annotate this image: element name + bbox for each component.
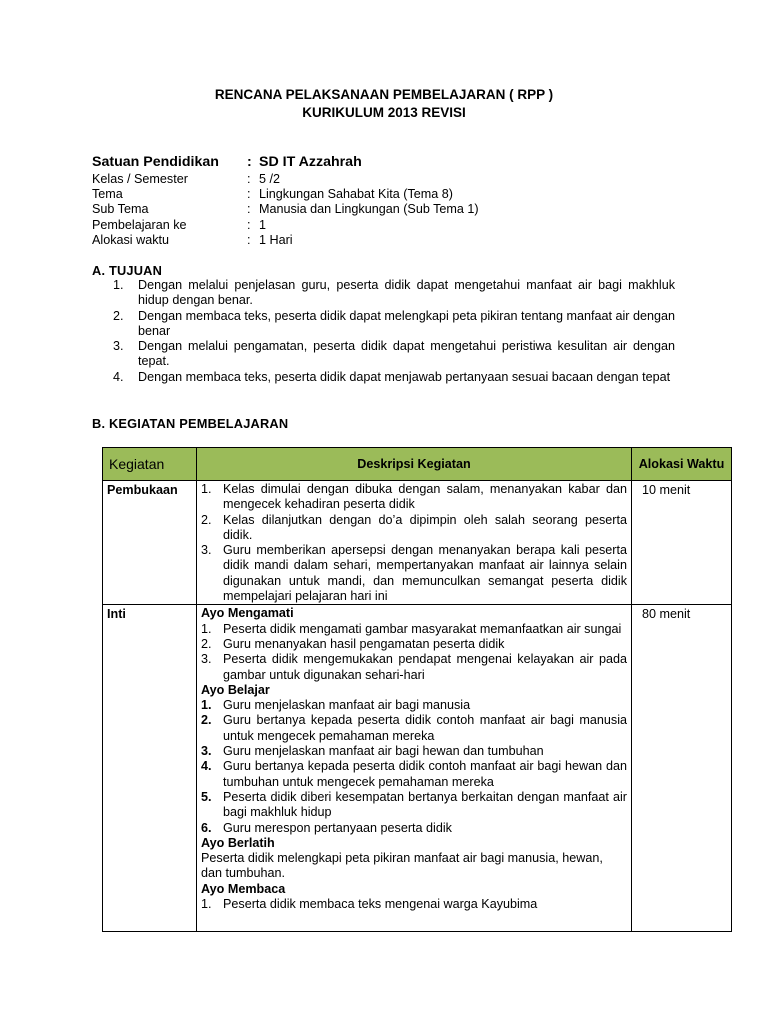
- item-text: Guru bertanya kepada peserta didik contoh manfaat air bagi manusia untuk mengecek pemahaman mereka: [223, 713, 627, 743]
- subheading-ayo-membaca: Ayo Membaca: [201, 881, 286, 896]
- meta-row-sub-tema: [92, 202, 692, 217]
- item-number: 1.: [201, 698, 212, 713]
- header-deskripsi: Deskripsi Kegiatan: [197, 448, 632, 481]
- item-text: Peserta didik diberi kesempatan bertanya berkaitan dengan manfaat air bagi makhluk hidup: [223, 789, 627, 820]
- inti-content: [201, 606, 627, 931]
- meta-colon: :: [247, 154, 252, 170]
- meta-value: 1: [259, 217, 267, 232]
- activity-table: [102, 447, 732, 932]
- meta-key: Sub Tema: [92, 202, 149, 217]
- list-item: [201, 622, 627, 637]
- item-number: 2.: [113, 308, 124, 323]
- header-kegiatan: Kegiatan: [103, 448, 197, 481]
- meta-row-satuan-pendidikan: [92, 152, 692, 172]
- item-number: 3.: [113, 339, 124, 354]
- item-text: Peserta didik mengamati gambar masyarakat memanfaatkan air sungai: [223, 621, 622, 636]
- item-text: Guru memberikan apersepsi dengan menanyakan berapa kali peserta didik mandi dalam sehari, mempertanyakan manfaat air lainnya selain digunakan untuk mandi, dan memunculkan semangat peserta didik mempelajari pelajaran hari ini: [223, 543, 627, 604]
- meta-value: SD IT Azzahrah: [259, 154, 362, 170]
- meta-key: Pembelajaran ke: [92, 217, 187, 232]
- document-subtitle: KURIKULUM 2013 REVISI: [302, 105, 466, 120]
- item-text: Guru bertanya kepada peserta didik contoh manfaat air bagi hewan dan tumbuhan untuk mengecek pemahaman mereka: [223, 759, 627, 789]
- meta-row-kelas-semester: [92, 172, 692, 187]
- list-item: [113, 278, 675, 309]
- list-item: [113, 370, 675, 385]
- tujuan-list: [113, 278, 675, 385]
- section-heading-kegiatan: B. KEGIATAN PEMBELAJARAN: [92, 416, 289, 431]
- row-label: Inti: [103, 605, 197, 932]
- item-number: 2.: [201, 512, 212, 527]
- item-number: 3.: [201, 543, 212, 558]
- meta-key: Kelas / Semester: [92, 172, 188, 186]
- meta-colon: :: [247, 202, 251, 217]
- row-time: 80 menit: [632, 605, 732, 932]
- meta-key: Alokasi waktu: [92, 232, 169, 247]
- item-number: 1.: [113, 278, 124, 292]
- list-item: [201, 744, 627, 759]
- list-item: [113, 309, 675, 340]
- table-header-row: [103, 448, 732, 481]
- item-number: 2.: [201, 636, 212, 651]
- list-item: [201, 513, 627, 544]
- item-text: Dengan melalui penjelasan guru, peserta didik dapat mengetahui manfaat air bagi makhluk hidup dengan benar.: [138, 278, 675, 308]
- list-item: [201, 713, 627, 744]
- item-text: Guru menanyakan hasil pengamatan peserta didik: [223, 636, 505, 651]
- meta-colon: :: [247, 217, 251, 232]
- row-label: Pembukaan: [103, 481, 197, 605]
- meta-key: Tema: [92, 187, 123, 202]
- item-number: 1.: [201, 482, 212, 496]
- ayo-mengamati-list: [201, 622, 627, 683]
- meta-value: Manusia dan Lingkungan (Sub Tema 1): [259, 202, 479, 217]
- subheading-ayo-belajar: Ayo Belajar: [201, 682, 270, 697]
- meta-row-pembelajaran-ke: [92, 218, 692, 233]
- meta-colon: :: [247, 232, 251, 247]
- item-number: 6.: [201, 820, 212, 835]
- item-number: 5.: [201, 789, 212, 804]
- meta-row-alokasi-waktu: [92, 233, 692, 248]
- ayo-membaca-list: [201, 897, 627, 912]
- list-item: [201, 821, 627, 836]
- item-text: Guru menjelaskan manfaat air bagi manusia: [223, 698, 471, 713]
- item-text: Kelas dilanjutkan dengan do’a dipimpin oleh salah seorang peserta didik.: [223, 512, 627, 542]
- item-number: 3.: [201, 744, 212, 759]
- pembukaan-list: [201, 482, 627, 604]
- identity-block: [92, 152, 692, 248]
- meta-colon: :: [247, 187, 251, 202]
- table-row-inti: [103, 605, 732, 932]
- item-text: Peserta didik membaca teks mengenai warga Kayubima: [223, 897, 538, 912]
- list-item: [201, 637, 627, 652]
- list-item: [201, 652, 627, 683]
- item-text: Dengan membaca teks, peserta didik dapat menjawab pertanyaan sesuai bacaan dengan tepat: [138, 369, 671, 384]
- meta-value: Lingkungan Sahabat Kita (Tema 8): [259, 187, 453, 202]
- item-number: 1.: [201, 621, 212, 636]
- list-item: [201, 759, 627, 790]
- row-time: 10 menit: [632, 481, 732, 605]
- header-alokasi: Alokasi Waktu: [632, 448, 732, 481]
- item-text: Dengan melalui pengamatan, peserta didik dapat mengetahui peristiwa kesulitan air dengan tepat.: [138, 339, 675, 369]
- row-description: [197, 605, 632, 932]
- item-text: Kelas dimulai dengan dibuka dengan salam, menanyakan kabar dan mengecek kehadiran peserta didik: [223, 482, 627, 512]
- list-item: [201, 698, 627, 713]
- item-text: Guru menjelaskan manfaat air bagi hewan dan tumbuhan: [223, 744, 544, 759]
- item-number: 2.: [201, 713, 212, 728]
- ayo-berlatih-text: Peserta didik melengkapi peta pikiran manfaat air bagi manusia, hewan, dan tumbuhan.: [201, 851, 603, 881]
- list-item: [201, 790, 627, 821]
- list-item: [113, 339, 675, 370]
- item-number: 1.: [201, 897, 212, 912]
- meta-value: 1 Hari: [259, 232, 293, 247]
- section-heading-tujuan: A. TUJUAN: [92, 263, 163, 278]
- item-number: 4.: [201, 759, 212, 774]
- ayo-belajar-list: [201, 698, 627, 836]
- document-title: RENCANA PELAKSANAAN PEMBELAJARAN ( RPP ): [214, 87, 554, 102]
- item-text: Peserta didik mengemukakan pendapat mengenai kelayakan air pada gambar untuk digunakan sehari-hari: [223, 652, 627, 682]
- item-number: 3.: [201, 652, 212, 667]
- table-row-pembukaan: [103, 481, 732, 605]
- item-number: 4.: [113, 369, 124, 384]
- subheading-ayo-berlatih: Ayo Berlatih: [201, 835, 275, 850]
- subheading-ayo-mengamati: Ayo Mengamati: [201, 606, 294, 621]
- item-text: Guru merespon pertanyaan peserta didik: [223, 820, 452, 835]
- meta-colon: :: [247, 172, 251, 186]
- row-description: [197, 481, 632, 605]
- meta-key: Satuan Pendidikan: [92, 154, 219, 170]
- list-item: [201, 543, 627, 604]
- meta-row-tema: [92, 187, 692, 202]
- meta-value: 5 /2: [259, 172, 281, 186]
- item-text: Dengan membaca teks, peserta didik dapat melengkapi peta pikiran tentang manfaat air dengan benar: [138, 308, 675, 338]
- list-item: [201, 897, 627, 912]
- list-item: [201, 482, 627, 513]
